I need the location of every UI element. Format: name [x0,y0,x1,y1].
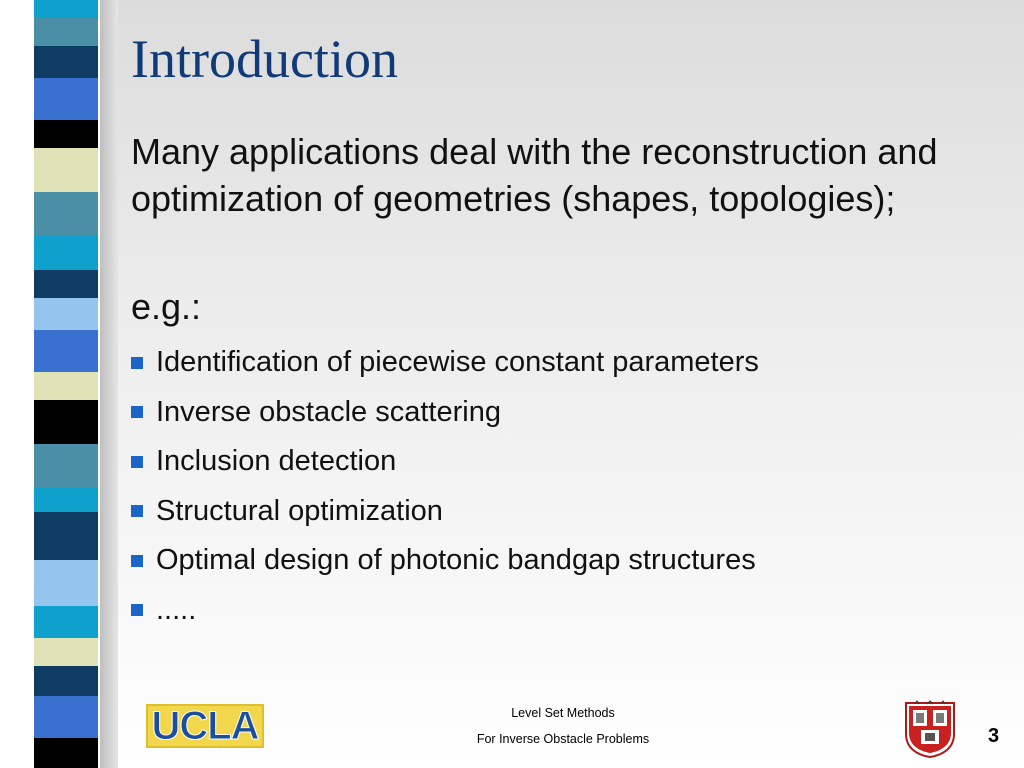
stripe [34,78,98,120]
bullet-list [131,338,759,635]
stripe [34,400,98,444]
stripe [34,372,98,400]
stripe [34,738,98,768]
decorative-side-band [0,0,118,768]
stripe [34,330,98,372]
list-item [131,536,759,586]
ucla-logo-text: UCLA [151,704,259,748]
bullet-text: Structural optimization [156,494,443,527]
stripe [34,488,98,512]
bullet-text: Optimal design of photonic bandgap structures [156,544,756,577]
stripe [34,148,98,192]
square-bullet-icon [131,406,143,418]
stripe [34,298,98,330]
stripe [34,512,98,560]
eg-label: e.g.: [131,286,202,327]
bullet-text: ..... [156,593,197,626]
slide-title: Introduction [131,29,398,89]
footer-line-1: Level Set Methods [511,706,615,720]
list-item [131,388,759,438]
university-crest-icon [903,700,957,758]
stripe [34,270,98,298]
stripe [34,0,98,18]
square-bullet-icon [131,357,143,369]
square-bullet-icon [131,505,143,517]
stripe [34,638,98,666]
stripe [34,120,98,148]
square-bullet-icon [131,555,143,567]
stripe [34,696,98,738]
stripe [34,666,98,696]
stripe [34,606,98,638]
square-bullet-icon [131,456,143,468]
ucla-logo [146,704,264,748]
bullet-text: Identification of piecewise constant parameters [156,346,759,379]
list-item [131,586,759,636]
footer-line-2: For Inverse Obstacle Problems [476,732,650,746]
bullet-text: Inverse obstacle scattering [156,395,501,428]
stripe [34,236,98,270]
list-item [131,437,759,487]
decorative-stripes [0,0,100,768]
intro-paragraph: Many applications deal with the reconstruction and optimization of geometries (shapes, topologies); [131,131,938,219]
list-item [131,487,759,537]
list-item [131,338,759,388]
stripe [34,18,98,46]
bullet-text: Inclusion detection [156,445,397,478]
stripe [34,46,98,78]
page-number: 3 [988,725,1000,747]
stripe [34,444,98,488]
stripe [34,192,98,236]
stripe [34,560,98,606]
square-bullet-icon [131,604,143,616]
